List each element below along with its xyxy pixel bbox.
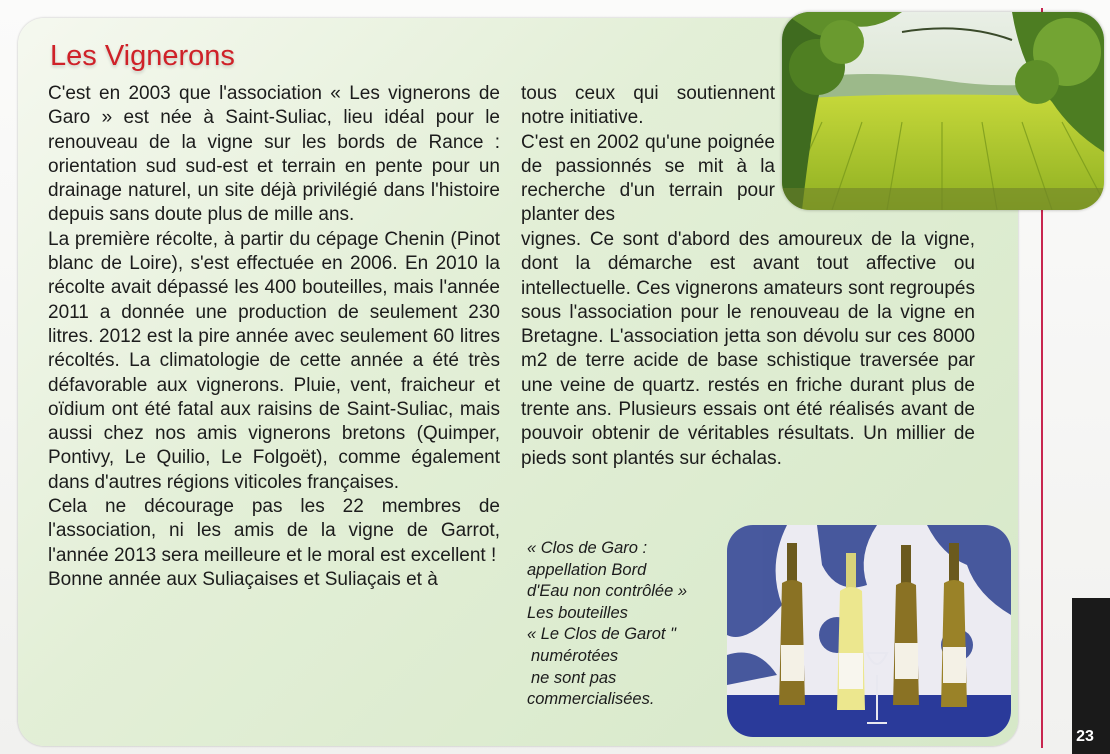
vineyard-photo (782, 12, 1104, 210)
paragraph: Bonne année aux Suliaçaises et Suliaçais et à (48, 568, 438, 590)
paragraph: La première récolte, à partir du cépage Chenin (Pinot blanc de Loire), s'est effectuée en 2006. En 2010 la récolte avait dépassé les 400 bouteilles, mais l'année 2011 a donnée une production de seulement 230 litres. 2012 est la pire année avec seulement 60 litres récoltés. La climatologie de cette année a été très défavorable aux vignerons. Pluie, vent, fraicheur et oïdium ont été fatal aux raisins de Saint-Suliac, mais aussi chez nos amis vignerons bretons (Quimper, Pontivy, Le Quilio, Le Folgoët), comme également dans d'autres régions viticoles françaises. (48, 228, 500, 493)
paragraph: vignes. Ce sont d'abord des amoureux de la vigne, dont la démarche est avant tout affective ou intellectuelle. Ces vignerons amateurs sont regroupés sous l'association pour le renouveau de la vigne en Bretagne. L'association jetta son dévolu sur ces 8000 m2 de terre acide de base schistique traversée par une veine de quartz. restés en friche durant plus de trente ans. Plusieurs essais ont été réalisés avant de pouvoir obtenir de véritables résultats. Un millier de pieds sont plantés sur échalas. (521, 229, 975, 469)
paragraph: C'est en 2003 que l'association « Les vignerons de Garo » est née à Saint-Suliac, lieu idéal pour le renouveau de la vigne sur les bords de Rance : orientation sud sud-est et terrain en pente pour un drainage naturel, un site déjà privilégié dans l'histoire depuis sans doute plus de mille ans. (48, 83, 500, 226)
photo-caption (527, 538, 722, 711)
wine-bottles-photo (727, 525, 1011, 737)
caption-line: « Le Clos de Garot " (527, 625, 676, 644)
paragraph: tous ceux qui soutiennent notre initiative. (521, 83, 775, 129)
caption-line: appellation Bord (527, 560, 647, 579)
paragraph: Cela ne décourage pas les 22 membres de l'association, ni les amis de la vigne de Garrot, l'année 2013 sera meilleure et le moral est excellent ! (48, 496, 500, 566)
caption-line: numérotées (531, 646, 619, 665)
article-title: Les Vignerons (50, 40, 235, 72)
caption-line: commercialisées. (527, 690, 655, 709)
paragraph: C'est en 2002 qu'une poignée de passionnés se mit à la recherche d'un terrain pour planter des (521, 131, 775, 226)
right-column-bottom (521, 228, 975, 471)
caption-line: d'Eau non contrôlée » (527, 582, 688, 601)
page-number: 23 (1076, 728, 1094, 745)
caption-line: Les bouteilles (527, 603, 628, 622)
left-column (48, 82, 500, 592)
right-column-top (521, 82, 775, 228)
caption-line: ne sont pas (531, 668, 617, 687)
caption-line: « Clos de Garo : (527, 539, 648, 557)
